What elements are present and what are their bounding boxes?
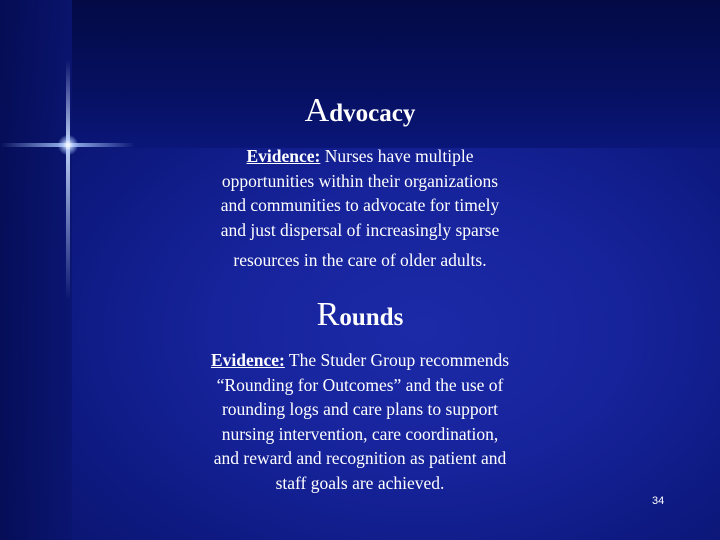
advocacy-evidence-label: Evidence: xyxy=(246,146,321,166)
advocacy-heading xyxy=(0,92,720,130)
advocacy-line-1: Nurses have multiple xyxy=(324,146,474,166)
rounds-evidence-label: Evidence: xyxy=(210,350,285,370)
rounds-evidence-text xyxy=(0,348,720,495)
rounds-line-2: “Rounding for Outcomes” and the use of xyxy=(216,374,504,395)
rounds-heading xyxy=(0,296,720,334)
advocacy-line-4: and just dispersal of increasingly sparse xyxy=(220,219,500,240)
advocacy-heading-initial: A xyxy=(304,92,330,129)
page-number: 34 xyxy=(652,495,665,507)
advocacy-heading-rest: dvocacy xyxy=(329,100,416,127)
rounds-line-6: staff goals are achieved. xyxy=(275,472,445,493)
rounds-heading-rest: ounds xyxy=(339,304,404,331)
advocacy-evidence-text xyxy=(0,144,720,242)
rounds-line-1: The Studer Group recommends xyxy=(288,350,510,370)
rounds-line-5: and reward and recognition as patient and xyxy=(213,448,507,468)
advocacy-line-5: resources in the care of older adults. xyxy=(233,250,487,270)
rounds-line-4: nursing intervention, care coordination, xyxy=(221,423,499,444)
advocacy-line-2: opportunities within their organizations xyxy=(221,170,499,191)
advocacy-line-3: and communities to advocate for timely xyxy=(220,195,500,215)
rounds-heading-initial: R xyxy=(316,296,340,333)
rounds-line-3: rounding logs and care plans to support xyxy=(221,399,499,419)
